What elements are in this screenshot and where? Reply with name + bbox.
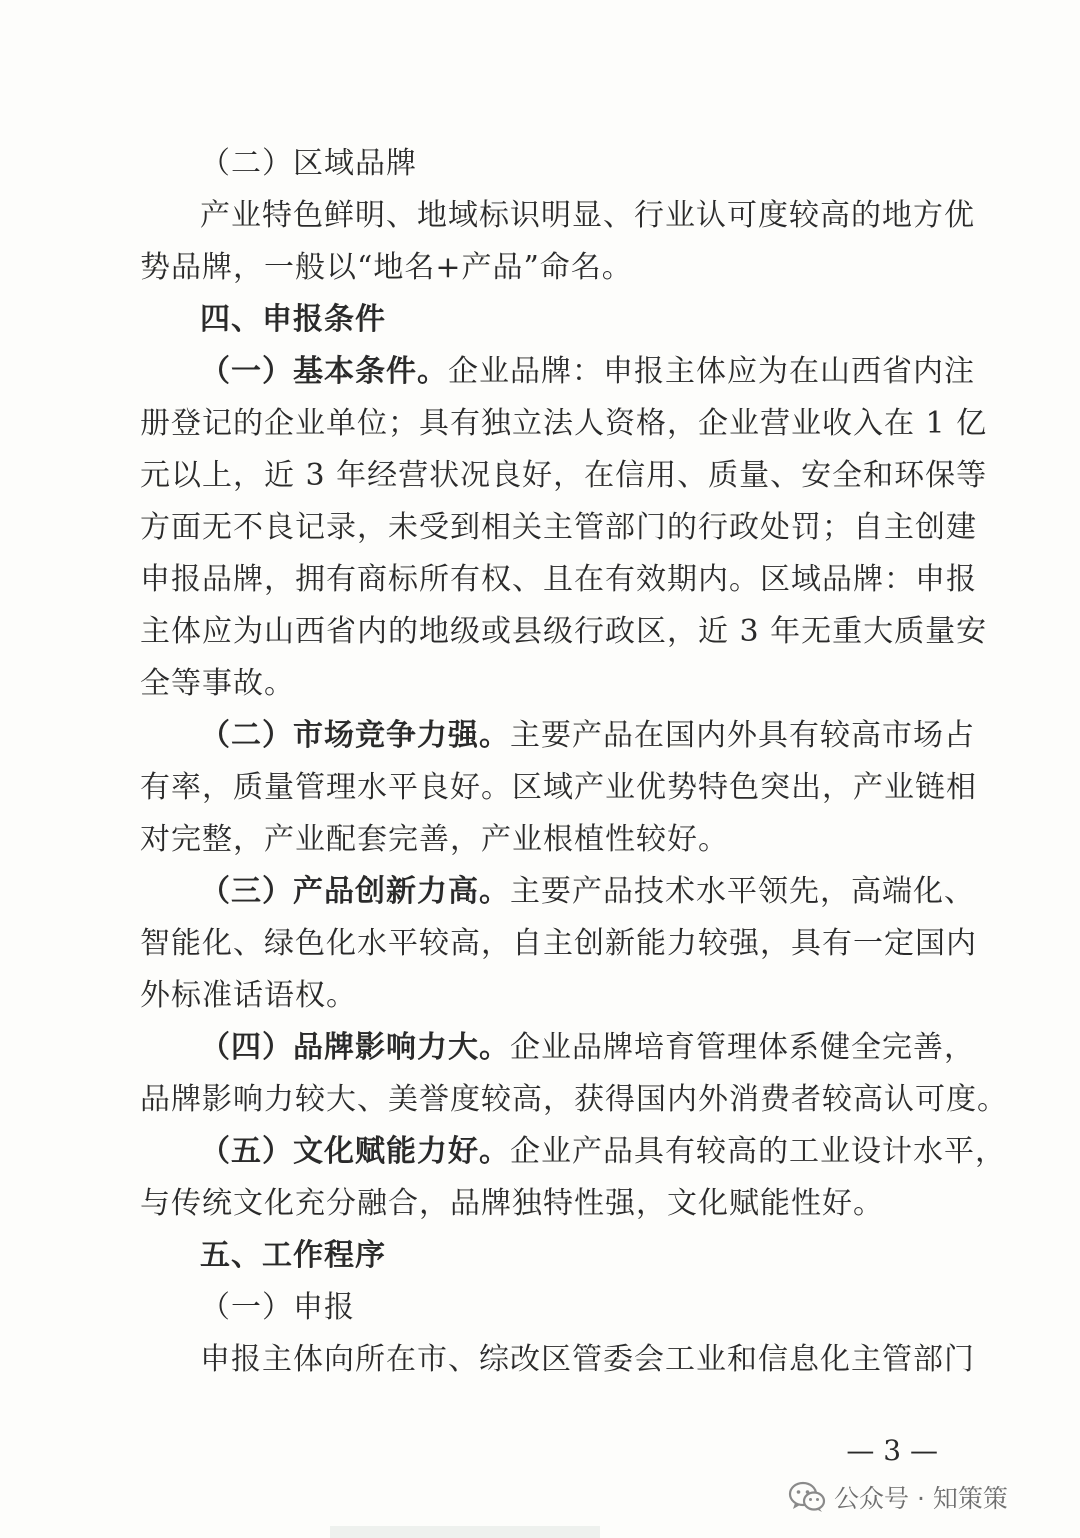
bold-lead: （二）市场竞争力强。 [200, 718, 510, 753]
subheading-regional-brand: （二）区域品牌 [200, 146, 417, 181]
paragraph-line: 方面无不良记录，未受到相关主管部门的行政处罚；自主创建 [140, 510, 977, 545]
paragraph-line: 申报品牌，拥有商标所有权、且在有效期内。区域品牌：申报 [140, 562, 977, 597]
paragraph-line: 全等事故。 [140, 666, 295, 701]
line-text: 主要产品在国内外具有较高市场占 [510, 718, 975, 753]
paragraph-line: 产业特色鲜明、地域标识明显、行业认可度较高的地方优 [200, 198, 975, 233]
line-text: 企业产品具有较高的工业设计水平， [510, 1134, 1006, 1169]
paragraph-line: 申报主体向所在市、综改区管委会工业和信息化主管部门 [200, 1342, 975, 1377]
line-text: 主要产品技术水平领先，高端化、 [510, 874, 975, 909]
subheading-application: （一）申报 [200, 1290, 355, 1325]
page-number: — 3 — [846, 1434, 938, 1467]
wechat-watermark [788, 1478, 1008, 1516]
paragraph-line [200, 1030, 975, 1066]
paragraph-line: 与传统文化充分融合，品牌独特性强，文化赋能性好。 [140, 1186, 884, 1221]
watermark-text: 公众号 · 知策策 [834, 1484, 1008, 1513]
paragraph-line: 主体应为山西省内的地级或县级行政区，近 3 年无重大质量安 [140, 614, 988, 649]
paragraph-line [200, 718, 975, 754]
bold-lead: （一）基本条件。 [200, 354, 448, 389]
paragraph-line: 外标准话语权。 [140, 978, 357, 1013]
paragraph-line: 有率，质量管理水平良好。区域产业优势特色突出，产业链相 [140, 770, 977, 805]
paragraph-line [200, 1134, 1006, 1170]
paragraph-line: 对完整，产业配套完善，产业根植性较好。 [140, 822, 729, 857]
paragraph-line: 品牌影响力较大、美誉度较高，获得国内外消费者较高认可度。 [140, 1082, 1008, 1117]
line-text: 企业品牌培育管理体系健全完善， [510, 1030, 975, 1065]
bold-lead: （四）品牌影响力大。 [200, 1030, 510, 1065]
wechat-icon [788, 1481, 826, 1513]
bold-lead: （三）产品创新力高。 [200, 874, 510, 909]
section-heading-procedure: 五、工作程序 [200, 1238, 386, 1273]
paragraph-line [200, 354, 975, 390]
paragraph-line: 元以上，近 3 年经营状况良好，在信用、质量、安全和环保等 [140, 458, 988, 493]
line-text: 企业品牌：申报主体应为在山西省内注 [448, 354, 975, 389]
bold-lead: （五）文化赋能力好。 [200, 1134, 510, 1169]
paragraph-line: 势品牌，一般以“地名+产品”命名。 [140, 250, 633, 285]
section-heading-requirements: 四、申报条件 [200, 302, 386, 337]
scan-edge-strip [330, 1526, 600, 1538]
paragraph-line [200, 874, 975, 910]
paragraph-line: 册登记的企业单位；具有独立法人资格，企业营业收入在 1 亿 [140, 406, 988, 441]
paragraph-line: 智能化、绿色化水平较高，自主创新能力较强，具有一定国内 [140, 926, 977, 961]
